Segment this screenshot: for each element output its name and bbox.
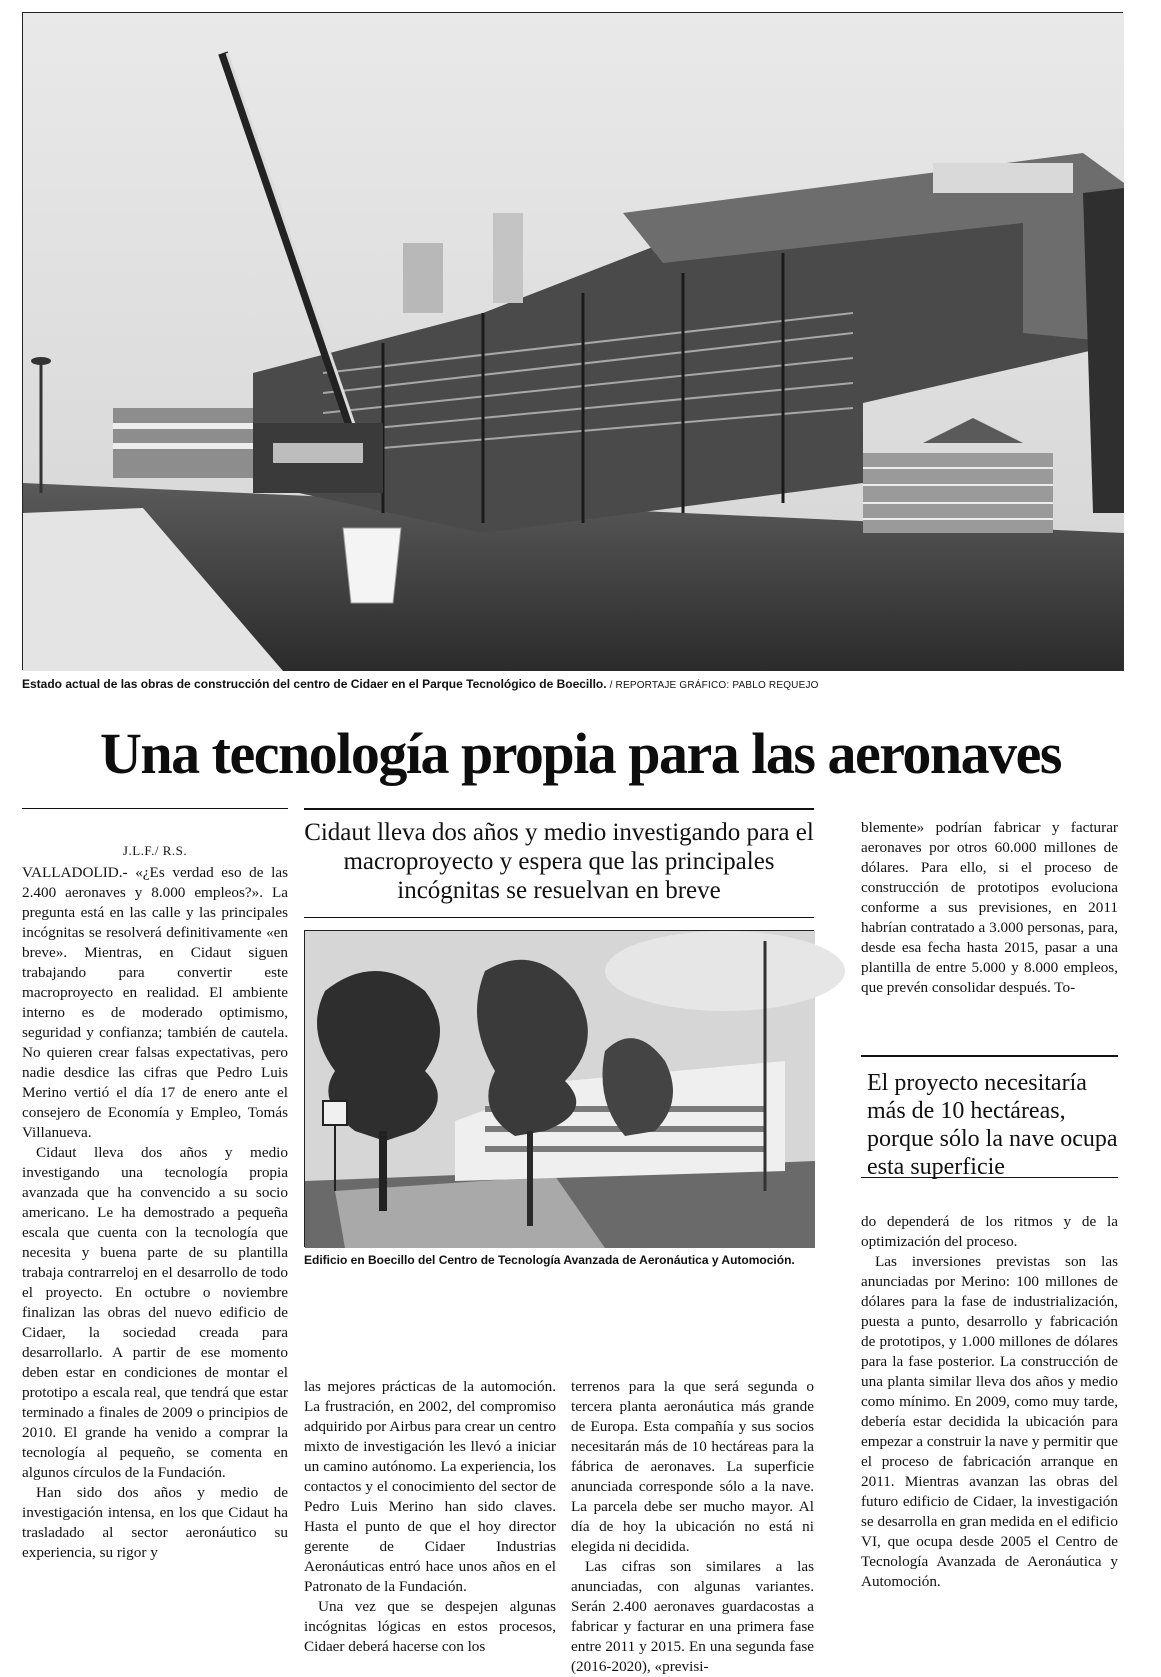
construction-photo-illustration xyxy=(23,13,1124,671)
building-photo-caption: Edificio en Boecillo del Centro de Tecnología Avanzada de Aeronáutica y Automoción. xyxy=(304,1253,795,1267)
headline: Una tecnología propia para las aeronaves xyxy=(100,721,1061,786)
main-photo-caption-text: Estado actual de las obras de construcción del centro de Cidaer en el Parque Tecnológico de Boecillo. xyxy=(22,677,607,691)
body-paragraph: do dependerá de los ritmos y de la optimización del proceso. xyxy=(861,1213,1118,1250)
photo-credit: / REPORTAJE GRÁFICO: PABLO REQUEJO xyxy=(606,680,819,691)
column-top-rule xyxy=(22,808,288,809)
building-photo xyxy=(304,930,814,1247)
body-paragraph: blemente» podrían fabricar y facturar aeronaves por otros 60.000 millones de dólares. Para ello, si el proceso de construcción de prototipos evoluciona conforme a sus previsiones, en 2011 habrían contratado a 3.000 personas, para, desde esa fecha hasta 2015, pasar a una plantilla de entre 5.000 y 8.000 empleos, que prevén consolidar después. To- xyxy=(861,819,1118,996)
body-paragraph: Una vez que se despejen algunas incógnitas lógicas en estos procesos, Cidaer deberá hacerse con los xyxy=(304,1598,556,1655)
pull-quote: El proyecto necesitaría más de 10 hectáreas, porque sólo la nave ocupa esta superficie xyxy=(861,1055,1118,1178)
body-column-4-bottom xyxy=(861,1212,1118,1592)
body-paragraph: Han sido dos años y medio de investigación intensa, en los que Cidaut ha trasladado al sector aeronáutico su experiencia, su rigor y xyxy=(22,1484,288,1561)
body-paragraph: terrenos para la que será segunda o tercera planta aeronáutica más grande de Europa. Esta compañía y sus socios necesitarán más de 10 hectáreas para la fábrica de aeronaves. La superficie anunciada corresponde sólo a la nave. La parcela debe ser mucho mayor. Al día de hoy la ubicación no está ni elegida ni decidida. xyxy=(571,1378,814,1555)
body-paragraph: Las inversiones previstas son las anunciadas por Merino: 100 millones de dólares para la fase de industrialización, puesta a punto, desarrollo y fabricación de prototipos, y 1.000 millones de dólares para la fase posterior. La construcción de una planta similar lleva dos años y medio como mínimo. En 2009, como muy tarde, debería estar decidida la ubicación para empezar a construir la nave y permitir que el proceso de fabricación arranque en 2011. Mientras avanzan las obras del futuro edificio de Cidaer, la investigación se desarrolla en gran medida en el edificio VI, que ocupa desde 2005 el Centro de Tecnología Avanzada de Aeronáutica y Automoción. xyxy=(861,1253,1118,1590)
body-column-4-top xyxy=(861,818,1118,998)
body-column-3 xyxy=(571,1377,814,1677)
body-paragraph: Cidaut lleva dos años y medio investigando una tecnología propia avanzada que ha convencido a su socio americano. Le ha demostrado a pequeña escala que cuenta con la tecnología que necesita y buena parte de su plantilla trabaja contrarreloj en el desarrollo de todo el proyecto. En octubre o noviembre finalizan las obras del nuevo edificio de Cidaer, la sociedad creada para desarrollarlo. A partir de ese momento deben estar en condiciones de montar el prototipo a escala real, que tendrá que estar terminado a finales de 2009 o principios de 2010. El grande ha venido a comprar la tecnología al pequeño, se comenta en algunos círculos de la Fundación. xyxy=(22,1144,288,1481)
body-paragraph: VALLADOLID.- «¿Es verdad eso de las 2.400 aeronaves y 8.000 empleos?». La pregunta está en las calle y las principales incógnitas se resolverá definitivamente «en breve». Mientras, en Cidaut siguen trabajando para convertir este macroproyecto en realidad. El ambiente interno es de moderado optimismo, seguridad y confianza; también de cautela. No quieren crear falsas expectativas, pero nadie desdice las cifras que Pedro Luis Merino vertió el día 17 de enero ante el consejero de Economía y Empleo, Tomás Villanueva. xyxy=(22,864,288,1141)
body-column-1 xyxy=(22,841,288,1563)
subheadline: Cidaut lleva dos años y medio investigando para el macroproyecto y espera que las principales incógnitas se resuelvan en breve xyxy=(304,808,814,918)
construction-photo xyxy=(22,12,1123,670)
body-paragraph: las mejores prácticas de la automoción. La frustración, en 2002, del compromiso adquirido por Airbus para crear un centro mixto de investigación les llevó a iniciar un camino autónomo. La experiencia, los contactos y el conocimiento del sector de Pedro Luis Merino han sido claves. Hasta el punto de que el hoy director gerente de Cidaer Industrias Aeronáuticas entró hace unos años en el Patronato de la Fundación. xyxy=(304,1378,556,1595)
building-photo-illustration xyxy=(305,931,815,1248)
body-column-2 xyxy=(304,1377,556,1657)
byline: J.L.F./ R.S. xyxy=(122,843,188,858)
body-paragraph: Las cifras son similares a las anunciadas, con algunas variantes. Serán 2.400 aeronaves guardacostas a fabricar y facturar en una primera fase entre 2011 y 2015. En una segunda fase (2016-2020), «previsi- xyxy=(571,1558,814,1675)
main-photo-caption xyxy=(22,677,1123,691)
